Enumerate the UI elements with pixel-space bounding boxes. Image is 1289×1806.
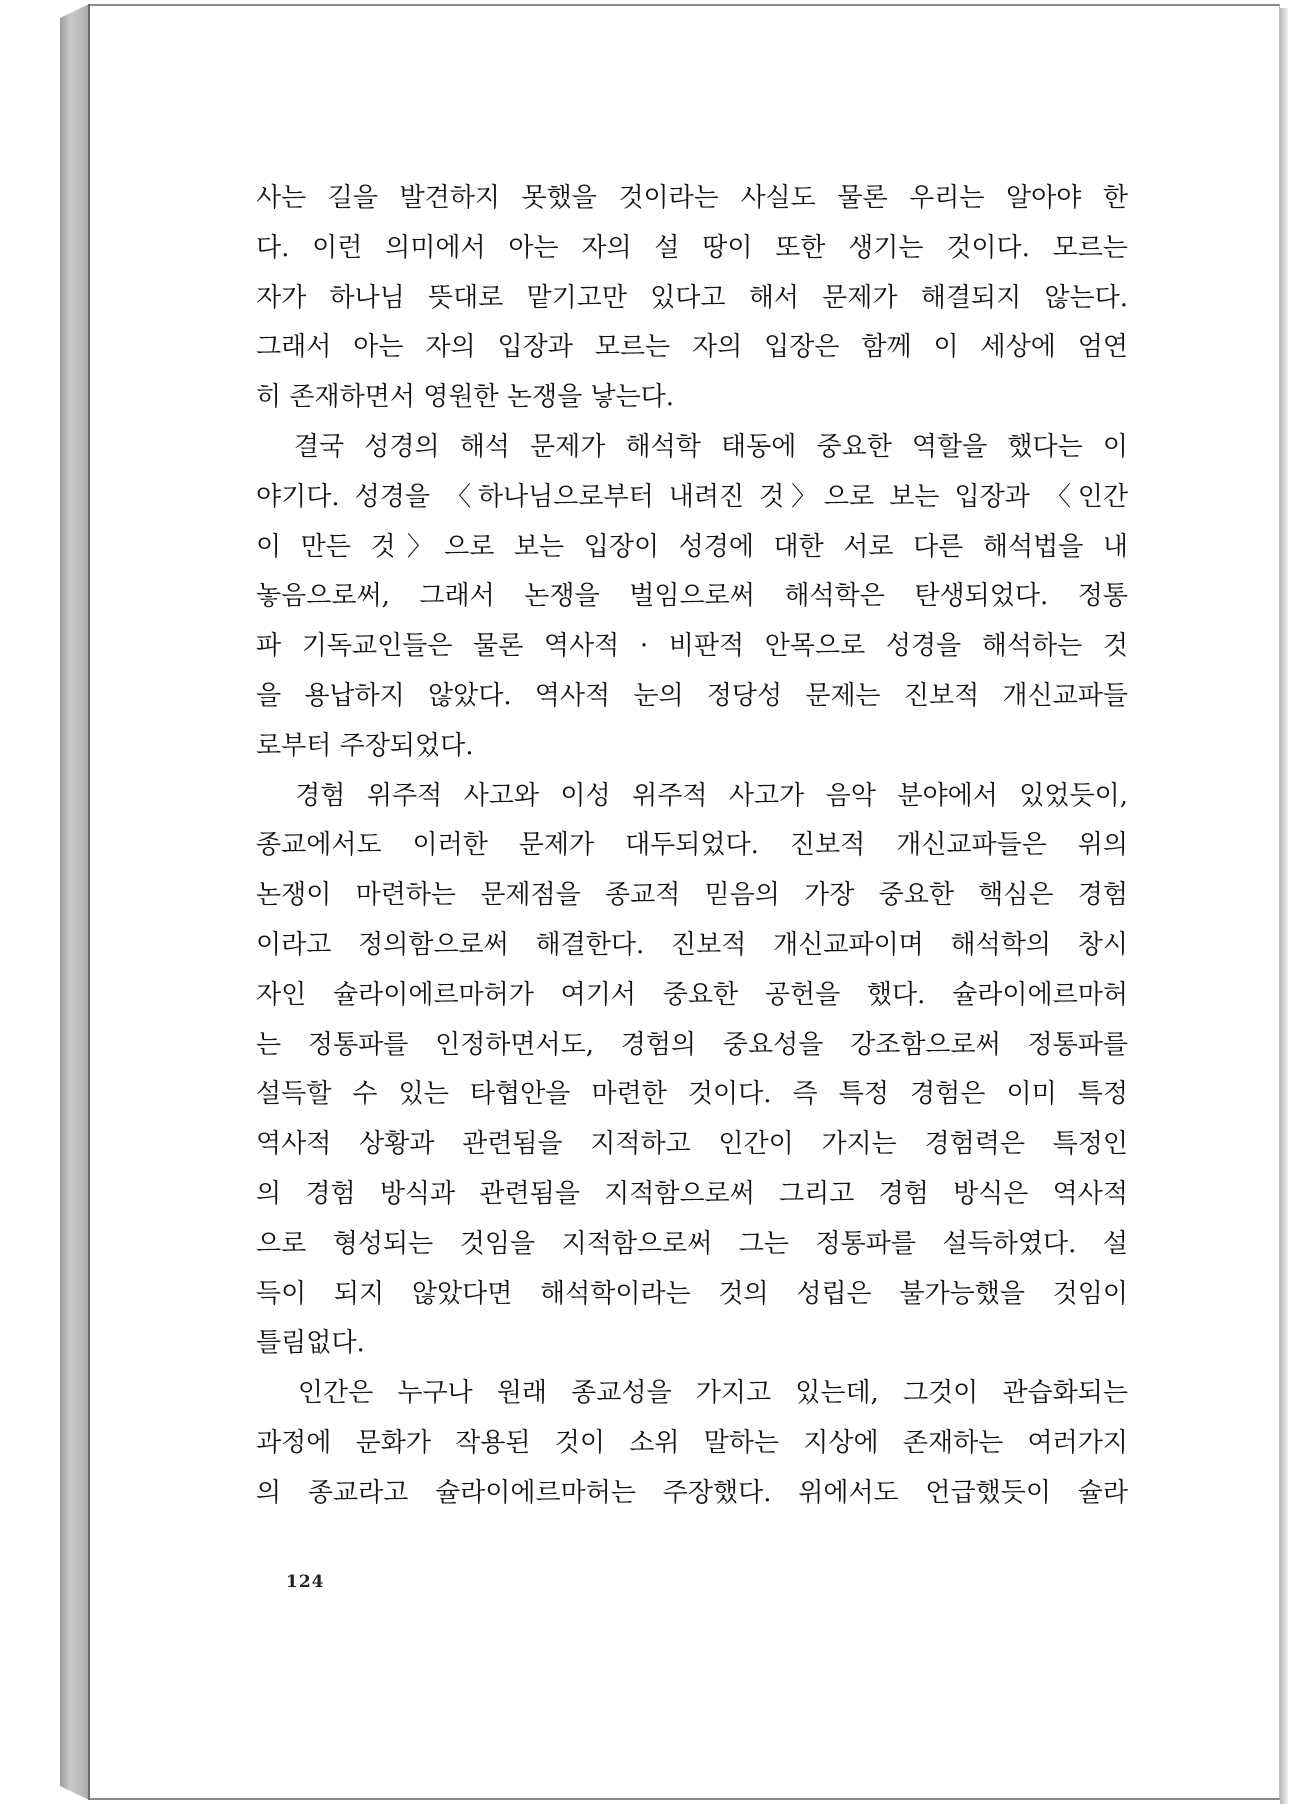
text-line: 의 경험 방식과 관련됨을 지적함으로써 그리고 경험 방식은 역사적 — [256, 1178, 1128, 1209]
text-line: 야기다. 성경을 〈하나님으로부터 내려진 것〉으로 보는 입장과 〈인간 — [256, 481, 1128, 512]
text-line: 히 존재하면서 영원한 논쟁을 낳는다. — [256, 382, 675, 413]
text-line: 을 용납하지 않았다. 역사적 눈의 정당성 문제는 진보적 개신교파들 — [256, 680, 1128, 711]
page-number: 124 — [286, 1572, 325, 1592]
text-line: 결국 성경의 해석 문제가 해석학 태동에 중요한 역할을 했다는 이 — [256, 431, 1128, 462]
text-line: 득이 되지 않았다면 해석학이라는 것의 성립은 불가능했을 것임이 — [256, 1278, 1128, 1309]
text-line: 다. 이런 의미에서 아는 자의 설 땅이 또한 생기는 것이다. 모르는 — [256, 232, 1128, 263]
text-line: 논쟁이 마련하는 문제점을 종교적 믿음의 가장 중요한 핵심은 경험 — [256, 880, 1128, 911]
text-line: 자인 슐라이에르마허가 여기서 중요한 공헌을 했다. 슐라이에르마허 — [256, 979, 1128, 1010]
text-line: 파 기독교인들은 물론 역사적 · 비판적 안목으로 성경을 해석하는 것 — [256, 631, 1128, 662]
page-edge-shadow — [1280, 8, 1288, 1804]
text-line: 의 종교라고 슐라이에르마허는 주장했다. 위에서도 언급했듯이 슐라 — [256, 1477, 1128, 1508]
text-line: 는 정통파를 인정하면서도, 경험의 중요성을 강조함으로써 정통파를 — [256, 1029, 1128, 1060]
text-line: 자가 하나님 뜻대로 맡기고만 있다고 해서 문제가 해결되지 않는다. — [256, 282, 1128, 313]
book-spine — [60, 4, 89, 1800]
text-line: 이 만든 것〉으로 보는 입장이 성경에 대한 서로 다른 해석법을 내 — [256, 531, 1128, 562]
text-line: 경험 위주적 사고와 이성 위주적 사고가 음악 분야에서 있었듯이, — [256, 780, 1128, 811]
text-line: 놓음으로써, 그래서 논쟁을 벌임으로써 해석학은 탄생되었다. 정통 — [256, 581, 1128, 612]
text-line: 로부터 주장되었다. — [256, 730, 474, 761]
text-line: 설득할 수 있는 타협안을 마련한 것이다. 즉 특정 경험은 이미 특정 — [256, 1079, 1128, 1110]
body-text — [256, 174, 1128, 1519]
text-line: 종교에서도 이러한 문제가 대두되었다. 진보적 개신교파들은 위의 — [256, 830, 1128, 861]
text-line: 인간은 누구나 원래 종교성을 가지고 있는데, 그것이 관습화되는 — [256, 1378, 1128, 1409]
text-line: 그래서 아는 자의 입장과 모르는 자의 입장은 함께 이 세상에 엄연 — [256, 332, 1128, 363]
text-line: 틀림없다. — [256, 1328, 365, 1359]
text-line: 으로 형성되는 것임을 지적함으로써 그는 정통파를 설득하였다. 설 — [256, 1228, 1128, 1259]
text-line: 이라고 정의함으로써 해결한다. 진보적 개신교파이며 해석학의 창시 — [256, 929, 1128, 960]
text-line: 사는 길을 발견하지 못했을 것이라는 사실도 물론 우리는 알아야 한 — [256, 183, 1128, 213]
text-line: 역사적 상황과 관련됨을 지적하고 인간이 가지는 경험력은 특정인 — [256, 1129, 1128, 1160]
text-line: 과정에 문화가 작용된 것이 소위 말하는 지상에 존재하는 여러가지 — [256, 1427, 1128, 1458]
